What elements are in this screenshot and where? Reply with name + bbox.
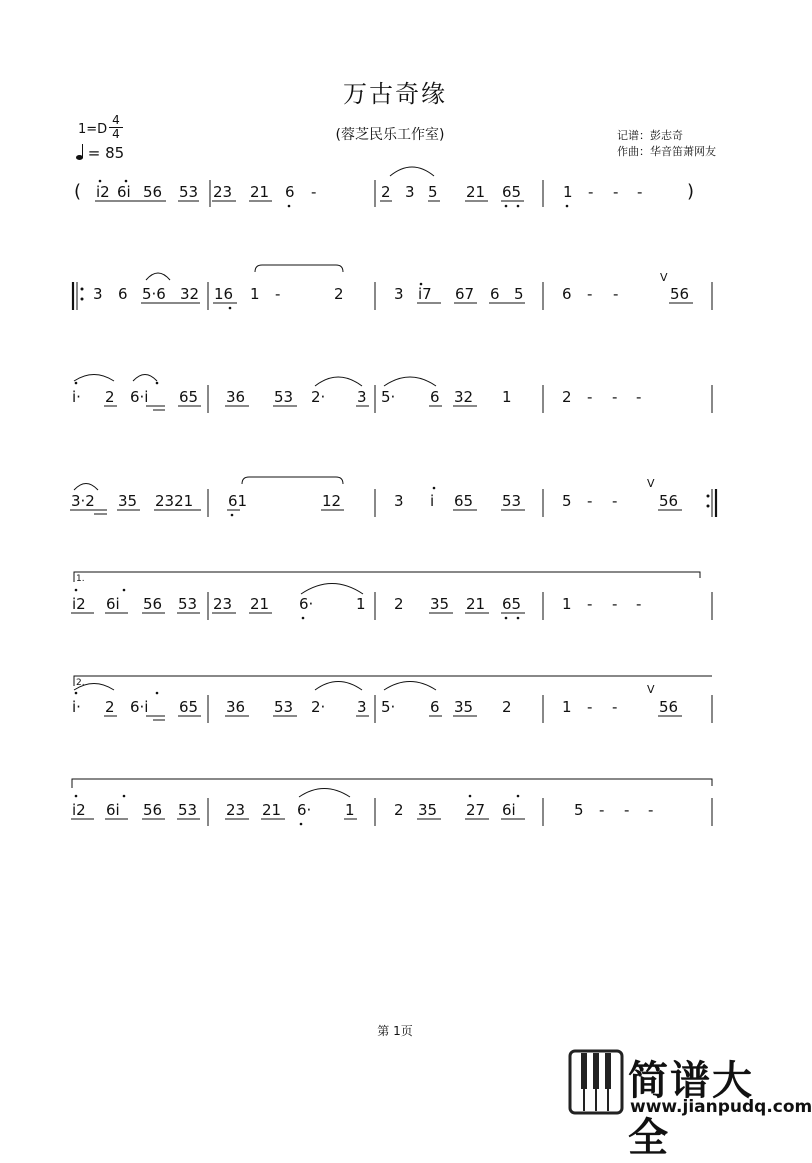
note: 6i bbox=[502, 801, 516, 819]
note: 2 bbox=[105, 388, 115, 406]
note: 27 bbox=[466, 801, 486, 819]
coda-line bbox=[72, 779, 712, 788]
octave-dots bbox=[75, 589, 520, 620]
volta-2-bracket bbox=[74, 676, 712, 686]
dash: - bbox=[636, 388, 642, 406]
score-line-3 bbox=[72, 388, 641, 406]
time-signature-bottom: 4 bbox=[109, 127, 123, 141]
note: 35 bbox=[454, 698, 474, 716]
dash: - bbox=[612, 492, 618, 510]
slur bbox=[315, 377, 362, 386]
note: 2 bbox=[394, 595, 404, 613]
slur bbox=[315, 682, 362, 691]
slur bbox=[242, 477, 343, 484]
note: 21 bbox=[250, 595, 270, 613]
note: 6 bbox=[562, 285, 572, 303]
slur bbox=[255, 265, 343, 272]
note: 23 bbox=[226, 801, 246, 819]
note: i2 bbox=[72, 801, 86, 819]
note: 56 bbox=[143, 595, 163, 613]
note: 3 bbox=[405, 183, 415, 201]
volta-label: 2. bbox=[76, 678, 85, 688]
volta-1-bracket bbox=[74, 572, 700, 582]
note: 65 bbox=[179, 698, 199, 716]
note: 2· bbox=[311, 698, 326, 716]
breath-mark: V bbox=[660, 271, 668, 284]
score-line-1 bbox=[74, 181, 694, 202]
note: 5· bbox=[381, 698, 396, 716]
dash: - bbox=[637, 183, 643, 201]
octave-dots bbox=[75, 692, 159, 695]
dash: - bbox=[587, 698, 593, 716]
composer: 作曲：华音笛萧网友 bbox=[617, 145, 716, 158]
note: 56 bbox=[143, 801, 163, 819]
note: 6·i bbox=[130, 698, 149, 716]
note: 3 bbox=[93, 285, 103, 303]
note: 21 bbox=[466, 183, 486, 201]
note: i· bbox=[72, 388, 81, 406]
note: 21 bbox=[466, 595, 486, 613]
score-line-5 bbox=[72, 574, 641, 613]
note: 53 bbox=[274, 388, 294, 406]
note: 1 bbox=[562, 698, 572, 716]
note: 36 bbox=[226, 698, 246, 716]
note: 23 bbox=[213, 595, 233, 613]
studio-subtitle: (蓉芝民乐工作室) bbox=[335, 127, 445, 143]
note: 6 bbox=[490, 285, 500, 303]
dash: - bbox=[275, 285, 281, 303]
note: 56 bbox=[659, 698, 679, 716]
note: 3 bbox=[357, 388, 367, 406]
note: 2 bbox=[562, 388, 572, 406]
note: 6·i bbox=[130, 388, 149, 406]
slur bbox=[74, 375, 114, 382]
note: 16 bbox=[214, 285, 234, 303]
note: 6i bbox=[106, 801, 120, 819]
note: 5 bbox=[562, 492, 572, 510]
note: 23 bbox=[213, 183, 233, 201]
note: 65 bbox=[454, 492, 474, 510]
note: 35 bbox=[418, 801, 438, 819]
octave-dots bbox=[75, 382, 159, 385]
dash: - bbox=[311, 183, 317, 201]
score-line-2 bbox=[93, 271, 689, 303]
note: 2 bbox=[334, 285, 344, 303]
transcriber: 记谱：彭志奇 bbox=[617, 129, 683, 142]
slur bbox=[301, 584, 363, 595]
dash: - bbox=[648, 801, 654, 819]
dash: - bbox=[613, 285, 619, 303]
page-number: 第 1页 bbox=[377, 1024, 413, 1038]
note: 53 bbox=[178, 801, 198, 819]
dash: - bbox=[612, 595, 618, 613]
note: i bbox=[430, 492, 435, 510]
note: i7 bbox=[418, 285, 432, 303]
note: 1 bbox=[502, 388, 512, 406]
dash: - bbox=[624, 801, 630, 819]
piano-keys-icon bbox=[566, 1047, 626, 1117]
note: 6 bbox=[118, 285, 128, 303]
dash: - bbox=[587, 595, 593, 613]
time-signature-top: 4 bbox=[112, 113, 120, 127]
dash: - bbox=[613, 183, 619, 201]
bracket-open: ( bbox=[74, 181, 82, 202]
note: 6i bbox=[117, 183, 131, 201]
dash: - bbox=[587, 285, 593, 303]
score-line-7 bbox=[72, 801, 653, 819]
note: 3 bbox=[357, 698, 367, 716]
slur bbox=[384, 682, 436, 691]
site-logo bbox=[566, 1045, 812, 1161]
note: 6· bbox=[297, 801, 312, 819]
note: 65 bbox=[502, 183, 522, 201]
slur bbox=[74, 484, 98, 491]
note: i2 bbox=[96, 183, 110, 201]
slur bbox=[299, 789, 350, 798]
note: 2321 bbox=[155, 492, 194, 510]
note: 56 bbox=[143, 183, 163, 201]
note: 6 bbox=[430, 698, 440, 716]
dash: - bbox=[588, 183, 594, 201]
dash: - bbox=[599, 801, 605, 819]
note: i2 bbox=[72, 595, 86, 613]
logo-url: www.jianpudq.com bbox=[630, 1097, 812, 1117]
note: 5 bbox=[514, 285, 524, 303]
note: 2 bbox=[394, 801, 404, 819]
note: 5 bbox=[574, 801, 584, 819]
note: 6i bbox=[106, 595, 120, 613]
note: 5·6 bbox=[142, 285, 166, 303]
note: 61 bbox=[228, 492, 248, 510]
note: 1 bbox=[356, 595, 366, 613]
note: 12 bbox=[322, 492, 342, 510]
note: 2 bbox=[381, 183, 391, 201]
note: 2 bbox=[502, 698, 512, 716]
note: i· bbox=[72, 698, 81, 716]
note: 1 bbox=[345, 801, 355, 819]
note: 67 bbox=[455, 285, 475, 303]
note: 53 bbox=[179, 183, 199, 201]
line-7-marks bbox=[71, 798, 712, 826]
note: 3 bbox=[394, 492, 404, 510]
song-title: 万古奇缘 bbox=[343, 80, 447, 108]
bracket-close: ) bbox=[687, 181, 695, 202]
slur bbox=[146, 273, 170, 280]
note: 6· bbox=[299, 595, 314, 613]
note: 5 bbox=[428, 183, 438, 201]
slur bbox=[390, 167, 434, 176]
breath-mark: V bbox=[647, 683, 655, 696]
note: 5· bbox=[381, 388, 396, 406]
note: 32 bbox=[180, 285, 200, 303]
dash: - bbox=[587, 388, 593, 406]
note: 56 bbox=[659, 492, 679, 510]
note: 1 bbox=[250, 285, 260, 303]
slur bbox=[384, 377, 436, 386]
key-signature: 1=D bbox=[78, 122, 108, 137]
slur bbox=[133, 375, 157, 382]
note: 65 bbox=[502, 595, 522, 613]
tempo-value: = 85 bbox=[87, 144, 125, 162]
note: 56 bbox=[670, 285, 690, 303]
dash: - bbox=[612, 388, 618, 406]
logo-name: 简谱大全 bbox=[628, 1058, 754, 1161]
note: 36 bbox=[226, 388, 246, 406]
note: 6 bbox=[285, 183, 295, 201]
octave-dots bbox=[99, 180, 569, 208]
note: 53 bbox=[502, 492, 522, 510]
note: 35 bbox=[118, 492, 138, 510]
note: 3·2 bbox=[71, 492, 95, 510]
note: 21 bbox=[250, 183, 270, 201]
note: 2 bbox=[105, 698, 115, 716]
note: 21 bbox=[262, 801, 282, 819]
dash: - bbox=[612, 698, 618, 716]
note: 1 bbox=[563, 183, 573, 201]
note: 35 bbox=[430, 595, 450, 613]
volta-label: 1. bbox=[76, 574, 85, 584]
note: 65 bbox=[179, 388, 199, 406]
dash: - bbox=[636, 595, 642, 613]
note: 2· bbox=[311, 388, 326, 406]
dash: - bbox=[587, 492, 593, 510]
note: 1 bbox=[562, 595, 572, 613]
note: 53 bbox=[274, 698, 294, 716]
breath-mark: V bbox=[647, 477, 655, 490]
note: 32 bbox=[454, 388, 474, 406]
note: 53 bbox=[178, 595, 198, 613]
note: 6 bbox=[430, 388, 440, 406]
note: 3 bbox=[394, 285, 404, 303]
